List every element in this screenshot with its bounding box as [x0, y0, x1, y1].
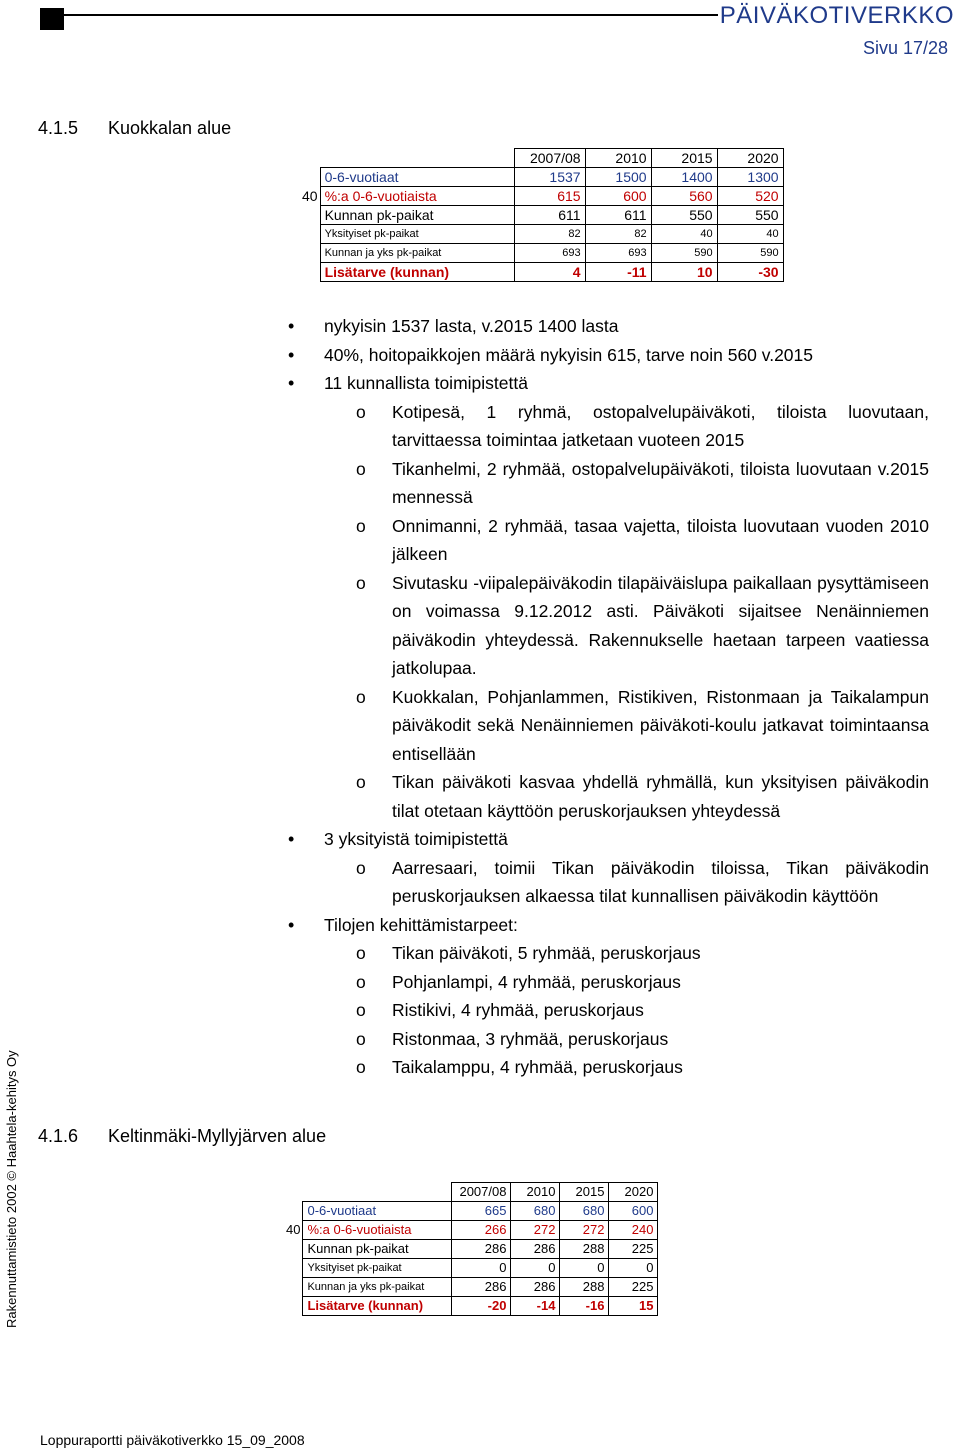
- table-cell: 0: [609, 1259, 658, 1278]
- sub-list-item: o Kotipesä, 1 ryhmä, ostopalvelupäiväkoti, tiloista luovutaan, tarvittaessa toimintaa jatketaan vuoteen 2015: [392, 398, 929, 455]
- table-cell: 272: [511, 1221, 560, 1240]
- list-item: • 3 yksityistä toimipistettä: [0, 825, 960, 854]
- footer-text: Loppuraportti päiväkotiverkko 15_09_2008: [40, 1432, 305, 1448]
- row-label: %:a 0-6-vuotiaista: [303, 1221, 452, 1240]
- section-heading-keltinmaki: [38, 1126, 326, 1147]
- column-header: 2020: [717, 149, 783, 168]
- keltinmaki-table: [282, 1182, 658, 1316]
- bullet-list: [0, 312, 960, 1082]
- list-item: • Tilojen kehittämistarpeet:: [0, 911, 960, 940]
- table-header-row: [282, 1183, 658, 1202]
- percent-value: 40: [286, 1222, 301, 1237]
- table-cell: 1500: [585, 168, 651, 187]
- table-cell: 600: [585, 187, 651, 206]
- column-header: 2010: [511, 1183, 560, 1202]
- table-cell: 225: [609, 1240, 658, 1259]
- table-cell: 272: [560, 1221, 609, 1240]
- row-label: Yksityiset pk-paikat: [303, 1259, 452, 1278]
- table-cell: 0: [511, 1259, 560, 1278]
- list-item: • 11 kunnallista toimipistettä: [0, 369, 960, 398]
- table-cell: 550: [717, 206, 783, 225]
- sub-list-item: o Ristonmaa, 3 ryhmää, peruskorjaus: [392, 1025, 929, 1054]
- table-cell: 40: [717, 225, 783, 244]
- sub-list-item: o Tikan päiväkoti, 5 ryhmää, peruskorjaus: [392, 939, 929, 968]
- column-header: 2007/08: [514, 149, 585, 168]
- column-header: 2007/08: [452, 1183, 511, 1202]
- header-block: [40, 8, 64, 30]
- table-cell: -20: [452, 1297, 511, 1316]
- header-rule: [64, 14, 718, 16]
- table-cell: 82: [585, 225, 651, 244]
- section-heading-kuokkala: [38, 118, 231, 139]
- table-row: [282, 1297, 658, 1316]
- table-cell: 40: [651, 225, 717, 244]
- percent-value: 40: [302, 188, 318, 204]
- section-title: Kuokkalan alue: [108, 118, 232, 138]
- page-number: Sivu 17/28: [862, 38, 948, 58]
- table-row: [298, 244, 783, 263]
- table-cell: 611: [514, 206, 585, 225]
- row-label: %:a 0-6-vuotiaista: [320, 187, 514, 206]
- column-header: 2010: [585, 149, 651, 168]
- sub-list-item: o Ristikivi, 4 ryhmää, peruskorjaus: [392, 996, 929, 1025]
- row-label: Lisätarve (kunnan): [303, 1297, 452, 1316]
- table-cell: 615: [514, 187, 585, 206]
- table-row: [298, 263, 783, 282]
- table-cell: 520: [717, 187, 783, 206]
- table-cell: 286: [511, 1240, 560, 1259]
- table-cell: 286: [452, 1278, 511, 1297]
- section-title: Keltinmäki-Myllyjärven alue: [108, 1126, 327, 1146]
- row-label: Kunnan ja yks pk-paikat: [303, 1278, 452, 1297]
- sub-list-item: o Pohjanlampi, 4 ryhmää, peruskorjaus: [392, 968, 929, 997]
- table-cell: 590: [651, 244, 717, 263]
- list-item: • 40%, hoitopaikkojen määrä nykyisin 615, tarve noin 560 v.2015: [0, 341, 960, 370]
- table-cell: 15: [609, 1297, 658, 1316]
- table-cell: 0: [452, 1259, 511, 1278]
- table-cell: 1400: [651, 168, 717, 187]
- table-row: [282, 1240, 658, 1259]
- table-cell: -11: [585, 263, 651, 282]
- kuokkala-table: [298, 148, 784, 282]
- table-cell: -30: [717, 263, 783, 282]
- table-row: [282, 1202, 658, 1221]
- table-cell: 680: [560, 1202, 609, 1221]
- table-cell: 693: [514, 244, 585, 263]
- row-label: Kunnan pk-paikat: [320, 206, 514, 225]
- sub-list-item: o Onnimanni, 2 ryhmää, tasaa vajetta, tiloista luovutaan vuoden 2010 jälkeen: [392, 512, 929, 569]
- table-cell: -16: [560, 1297, 609, 1316]
- table-row: [298, 168, 783, 187]
- table-cell: 600: [609, 1202, 658, 1221]
- sub-list-item: o Sivutasku -viipalepäiväkodin tilapäiväislupa paikallaan pysyttämiseen on voimassa 9.12.2012 asti. Päiväkoti sijaitsee Nenäinniemen päiväkodin yhteydessä. Rakennukselle haetaan tarpeen vaatiessa jatkolupaa.: [392, 569, 929, 683]
- table-cell: 240: [609, 1221, 658, 1240]
- table-cell: 0: [560, 1259, 609, 1278]
- table-cell: 550: [651, 206, 717, 225]
- table-cell: 82: [514, 225, 585, 244]
- table-cell: 288: [560, 1240, 609, 1259]
- table-cell: 4: [514, 263, 585, 282]
- sub-list-item: o Taikalamppu, 4 ryhmää, peruskorjaus: [392, 1053, 929, 1082]
- table-row: [282, 1259, 658, 1278]
- table-cell: 693: [585, 244, 651, 263]
- sub-list-item: o Tikanhelmi, 2 ryhmää, ostopalvelupäiväkoti, tiloista luovutaan v.2015 mennessä: [392, 455, 929, 512]
- section-number: 4.1.5: [38, 118, 79, 138]
- column-header: 2015: [651, 149, 717, 168]
- table-cell: 611: [585, 206, 651, 225]
- list-item: • nykyisin 1537 lasta, v.2015 1400 lasta: [0, 312, 960, 341]
- table-header-row: [298, 149, 783, 168]
- sub-list-item: o Kuokkalan, Pohjanlammen, Ristikiven, Ristonmaan ja Taikalampun päiväkodit sekä Nenäinniemen päiväkoti-koulu jatkavat toimintaansa entisellään: [392, 683, 929, 769]
- row-label: Lisätarve (kunnan): [320, 263, 514, 282]
- table-cell: 665: [452, 1202, 511, 1221]
- column-header: 2020: [609, 1183, 658, 1202]
- table-row: [298, 206, 783, 225]
- table-cell: -14: [511, 1297, 560, 1316]
- row-label: Kunnan pk-paikat: [303, 1240, 452, 1259]
- sub-list-item: o Tikan päiväkoti kasvaa yhdellä ryhmällä, kun yksityisen päiväkodin tilat otetaan käyttöön peruskorjauksen yhteydessä: [392, 768, 929, 825]
- table-cell: 225: [609, 1278, 658, 1297]
- row-label: Yksityiset pk-paikat: [320, 225, 514, 244]
- row-label: Kunnan ja yks pk-paikat: [320, 244, 514, 263]
- row-label: 0-6-vuotiaat: [303, 1202, 452, 1221]
- table-row: [282, 1221, 658, 1240]
- table-row: [298, 225, 783, 244]
- table-cell: 286: [511, 1278, 560, 1297]
- table-row: [282, 1278, 658, 1297]
- table-cell: 1537: [514, 168, 585, 187]
- table-cell: 1300: [717, 168, 783, 187]
- sub-list-item: o Aarresaari, toimii Tikan päiväkodin tiloissa, Tikan päiväkodin peruskorjauksen alkaessa tilat kunnallisen päiväkodin käyttöön: [392, 854, 929, 911]
- row-label: 0-6-vuotiaat: [320, 168, 514, 187]
- table-cell: 560: [651, 187, 717, 206]
- column-header: 2015: [560, 1183, 609, 1202]
- table-row: [298, 187, 783, 206]
- table-cell: 266: [452, 1221, 511, 1240]
- table-cell: 10: [651, 263, 717, 282]
- document-title: PÄIVÄKOTIVERKKO: [719, 2, 954, 29]
- table-cell: 286: [452, 1240, 511, 1259]
- section-number: 4.1.6: [38, 1126, 79, 1146]
- table-cell: 288: [560, 1278, 609, 1297]
- copyright-side-text: Rakennuttamistieto 2002 © Haahtela-kehitys Oy: [4, 1050, 19, 1328]
- table-cell: 590: [717, 244, 783, 263]
- table-cell: 680: [511, 1202, 560, 1221]
